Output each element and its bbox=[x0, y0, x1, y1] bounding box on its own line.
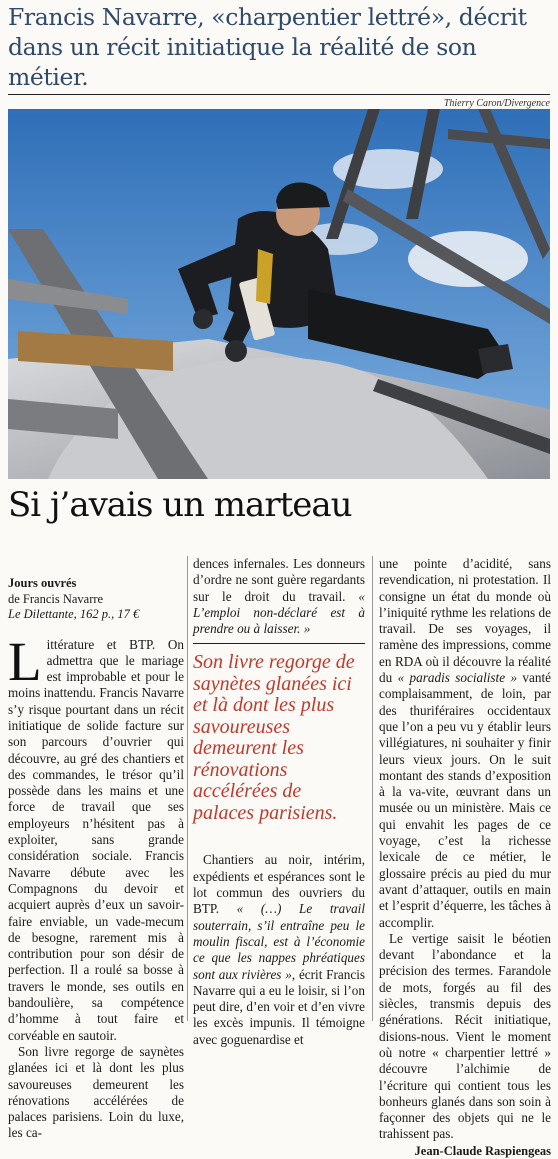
column-divider bbox=[187, 556, 188, 1021]
photo-illustration bbox=[8, 109, 550, 479]
quoted-text: « L’emploi non-déclaré est à prendre ou à laisser. » bbox=[193, 588, 365, 637]
column-divider bbox=[372, 556, 373, 1021]
column-1 bbox=[8, 576, 184, 1142]
paragraph-text: Chantiers au noir, intérim, expédients et espérances sont le lot commun des ouvriers du BTP. bbox=[193, 852, 365, 917]
top-rule bbox=[8, 94, 550, 95]
quoted-text: « paradis socialiste » bbox=[397, 670, 518, 686]
column-2 bbox=[193, 556, 365, 1048]
paragraph: Le vertige saisit le béotien devant l’abondance et la précision des termes. Farandole de mots, forgés au fil des siècles, transmis depuis des générations. Récit initiatique, disions-nous. Vient le moment où notre « charpentier lettré » découvre l’alchimie de l’écriture qui contient tous les bonheurs glanés dans son soin à façonner des objets qui ne le trahissent pas. bbox=[379, 930, 551, 1142]
paragraph-text: une pointe d’acidité, sans revendication, ni protestation. Il consigne un état du monde où l’iniquité rythme les relations de travail. De ses voyages, il ramène des impressions, comme en RDA où il découvre la réalité du bbox=[379, 556, 551, 686]
drop-cap: L bbox=[8, 630, 42, 692]
paragraph bbox=[193, 556, 365, 637]
paragraph bbox=[8, 630, 184, 1044]
paragraph-text: dences infernales. Les donneurs d’ordre ne sont guère regardants sur le droit du travail. bbox=[193, 556, 365, 604]
article-photo bbox=[8, 109, 550, 479]
book-title: Jours ouvrés bbox=[8, 576, 77, 590]
pull-quote: Son livre regorge de saynètes glanées ici et là dont les plus savoureuses demeurent les rénovations accélérées de palaces parisiens. bbox=[193, 643, 365, 824]
book-author: de Francis Navarre bbox=[8, 591, 104, 606]
author-signature: Jean-Claude Raspiengeas bbox=[414, 1143, 551, 1158]
book-publisher: Le Dilettante, 162 p., 17 € bbox=[8, 607, 140, 621]
paragraph-text: vanté complaisamment, de loin, par des thuriféraires occidentaux que l’on a peu vu y établir leurs villégiatures, ni souhaiter y finir leurs vieux jours. On le suit montant des stands d’exposition à la va-vite, œuvrant dans un musée ou un ministère. Mais ce qui envahit les pages de ce voyage, c’est la richesse lexicale de ce métier, le glossaire précis au pied du mur avant d’attaquer, outils en main et l’esprit d’équerre, les tâches à accomplir. bbox=[379, 670, 551, 930]
headline: Francis Navarre, «charpentier lettré», décrit dans un récit initiatique la réalité de son métier. bbox=[8, 3, 527, 91]
paragraph: Son livre regorge de saynètes glanées ici et là dont les plus savoureuses demeurent les rénovations accélérées de palaces parisiens. Loin du luxe, les ca- bbox=[8, 1043, 184, 1141]
column-3 bbox=[379, 556, 551, 1159]
paragraph bbox=[379, 556, 551, 931]
paragraph-text: ittérature et BTP. On admettra que le mariage est improbable et pour le moins inattendu. Francis Navarre s’y risque pourtant dans un récit initiatique de solide facture sur son parcours d’ouvrier qui découvre, au gré des chantiers et des commandes, le trésor qu’il possède dans les mains et une force de travail que ses employeurs n’hésitent pas à exploiter, sans grande considération sociale. Francis Navarre débute avec les Compagnons du devoir et acquiert auprès d’eux un savoir-faire enviable, un vade-mecum de besogne, rarement mis à contribution pour son désir de perfection. Il a roulé sa bosse à travers le monde, ses outils en bandoulière, sa compétence d’homme à tout faire et corvéable en sautoir. bbox=[8, 636, 184, 1043]
paragraph bbox=[193, 852, 365, 1048]
photo-credit: Thierry Caron/Divergence bbox=[443, 98, 550, 109]
quoted-text: « (…) Le travail souterrain, s’il entraîne peu le moulin fiscal, est à l’économie ce que les nappes phréatiques sont aux rivières » bbox=[193, 901, 365, 982]
article-title: Si j’avais un marteau bbox=[8, 485, 352, 525]
book-info bbox=[8, 576, 184, 623]
paragraph-text: , écrit Francis Navarre qui a eu le loisir, si l’on peut dire, d’en voir et d’en vivre les excès impunis. Il témoigne avec goguenardise et bbox=[193, 966, 366, 1047]
